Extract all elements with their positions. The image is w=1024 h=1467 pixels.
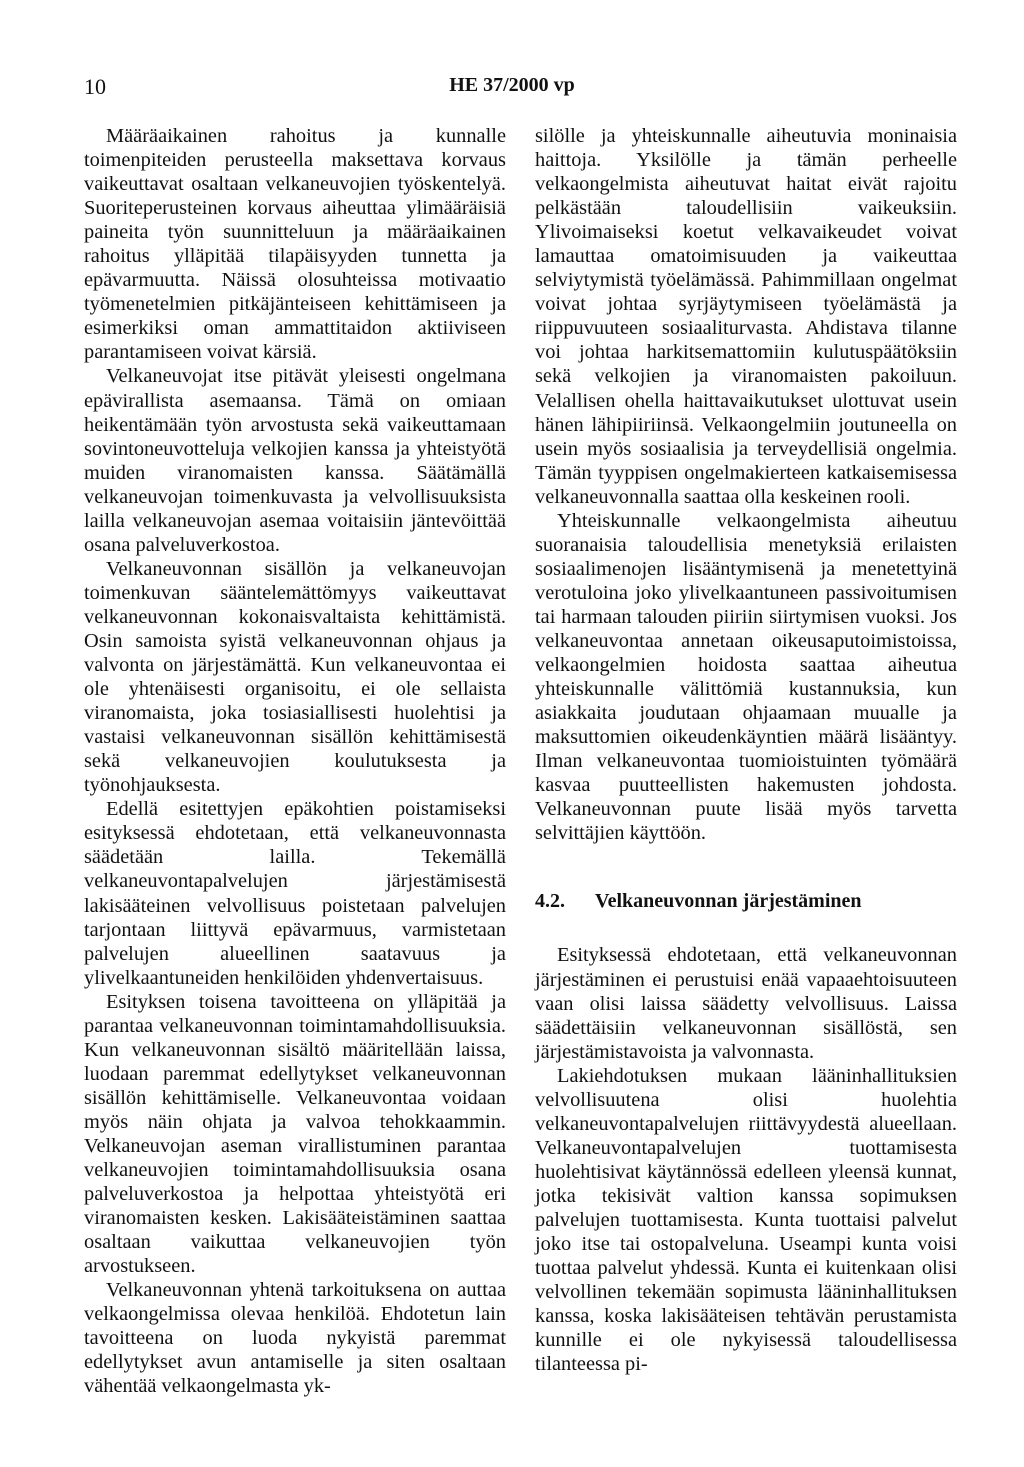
- paragraph: Velkaneuvonnan sisällön ja velkaneuvojan toimenkuvan sääntelemättömyys vaikeuttavat velkaneuvonnan kokonaisvaltaista kehittämistä. Osin samoista syistä velkaneuvonnan ohjaus ja valvonta on järjestämättä. Kun velkaneuvontaa ei ole yhtenäisesti organisoitu, ei ole sellaista viranomaista, joka tosiasiallisesti huolehtisi ja vastaisi velkaneuvonnan sisällön kehittämisestä sekä velkaneuvojien koulutuksesta ja työnohjauksesta.: [84, 557, 506, 797]
- running-head: HE 37/2000 vp: [449, 74, 575, 96]
- page-number: 10: [84, 74, 106, 99]
- paragraph: Määräaikainen rahoitus ja kunnalle toimenpiteiden perusteella maksettava korvaus vaikeuttavat osaltaan velkaneuvojien työskentelyä. Suoriteperusteinen korvaus aiheuttaa ylimääräisiä paineita työn suunnitteluun ja määräaikainen rahoitus ylläpitää tilapäisyyden tunnetta ja epävarmuutta. Näissä olosuhteissa motivaatio työmenetelmien pitkäjänteiseen kehittämiseen ja esimerkiksi oman ammattitaidon aktiiviseen parantamiseen voivat kärsiä.: [84, 125, 506, 364]
- section-title: Velkaneuvonnan järjestäminen: [595, 890, 862, 913]
- paragraph: Esityksen toisena tavoitteena on ylläpitää ja parantaa velkaneuvonnan toimintamahdollisuuksia. Kun velkaneuvonnan sisältö määritellään laissa, luodaan paremmat edellytykset velkaneuvonnan sisällön kehittämiselle. Velkaneuvontaa voidaan myös näin ohjata ja valvoa tehokkaammin. Velkaneuvojan aseman virallistuminen parantaa velkaneuvojien toimintamahdollisuuksia osana palveluverkostoa ja helpottaa yhteistyötä eri viranomaisten kesken. Lakisääteistäminen saattaa osaltaan vaikuttaa velkaneuvojien työn arvostukseen.: [84, 990, 506, 1278]
- paragraph: Lakiehdotuksen mukaan lääninhallituksien velvollisuutena olisi huolehtia velkaneuvontapalvelujen riittävyydestä alueellaan. Velkaneuvontapalvelujen tuottamisesta huolehtisivat käytännössä edelleen yleensä kunnat, jotka tekisivät valtion kanssa sopimuksen palvelujen tuottamisesta. Kunta tuottaisi palvelut joko itse tai ostopalveluna. Useampi kunta voisi tuottaa palvelut yhdessä. Kunta ei kuitenkaan olisi velvollinen tekemään sopimusta lääninhallituksen kanssa, koska lakisääteisen tehtävän perustamista kunnille ei ole nykyisessä taloudellisessa tilanteessa pi-: [535, 1064, 957, 1376]
- paragraph: silölle ja yhteiskunnalle aiheutuvia moninaisia haittoja. Yksilölle ja tämän perheelle velkaongelmista aiheutuvat haitat eivät rajoitu pelkästään taloudellisiin vaikeuksiin. Ylivoimaiseksi koetut velkavaikeudet voivat lamauttaa omatoimisuuden ja vaikeuttaa selviytymistä työelämässä. Pahimmillaan ongelmat voivat johtaa syrjäytymiseen työelämästä ja riippuvuuteen sosiaaliturvasta. Ahdistava tilanne voi johtaa harkitsemattomiin kulutuspäätöksiin sekä velkojien ja viranomaisten pakoiluun. Velallisen ohella haittavaikutukset ulottuvat usein hänen lähipiiriinsä. Velkaongelmiin joutuneella on usein myös sosiaalisia ja terveydellisiä ongelmia. Tämän tyyppisen ongelmakierteen katkaisemisessa velkaneuvonnalla saattaa olla keskeinen rooli.: [535, 125, 957, 508]
- paragraph: Yhteiskunnalle velkaongelmista aiheutuu suoranaisia taloudellisia menetyksiä erilaisten sosiaalimenojen lisääntymisenä ja menetettyinä verotuloina joko ylivelkaantuneen passivoitumisen tai harmaan talouden piiriin siirtymisen vuoksi. Jos velkaneuvontaa annetaan oikeusaputoimistoissa, velkaongelmien hoidosta saattaa aiheutua yhteiskunnalle välittömiä kustannuksia, kun asiakkaita joudutaan ohjaamaan muualle ja maksuttomien oikeudenkäyntien määrä lisääntyy. Ilman velkaneuvontaa tuomioistuinten työmäärä kasvaa puutteellisten hakemusten johdosta. Velkaneuvonnan puute lisää myös tarvetta selvittäjien käyttöön.: [535, 509, 957, 845]
- paragraph: Velkaneuvonnan yhtenä tarkoituksena on auttaa velkaongelmissa olevaa henkilöä. Ehdotetun lain tavoitteena on luoda nykyistä paremmat edellytykset avun antamiselle ja siten osaltaan vähentää velkaongelmasta yk-: [84, 1279, 506, 1398]
- paragraph: Velkaneuvojat itse pitävät yleisesti ongelmana epävirallista asemaansa. Tämä on omiaan heikentämään työn arvostusta sekä vaikeuttamaan sovintoneuvotteluja velkojien kanssa ja yhteistyötä muiden viranomaisten kanssa. Säätämällä velkaneuvojan toimenkuvasta ja velvollisuuksista lailla velkaneuvojan asemaa voitaisiin jäntevöittää osana palveluverkostoa.: [84, 365, 506, 556]
- section-number: 4.2.: [535, 890, 565, 913]
- paragraph: Esityksessä ehdotetaan, että velkaneuvonnan järjestäminen ei perustuisi enää vapaaehtoisuuteen vaan olisi laissa säädetty velvollisuus. Laissa säädettäisiin velkaneuvonnan sisällöstä, sen järjestämistavoista ja valvonnasta.: [535, 944, 957, 1063]
- left-column: [84, 124, 506, 1398]
- right-column: [535, 124, 957, 1376]
- paragraph: Edellä esitettyjen epäkohtien poistamiseksi esityksessä ehdotetaan, että velkaneuvonnasta säädetään lailla. Tekemällä velkaneuvontapalvelujen järjestämisestä lakisääteinen velvollisuus poistetaan palvelujen tarjontaan liittyvä epävarmuus, varmistetaan palvelujen alueellinen saatavuus ja ylivelkaantuneiden henkilöiden yhdenvertaisuus.: [84, 798, 506, 989]
- section-heading: [535, 889, 957, 913]
